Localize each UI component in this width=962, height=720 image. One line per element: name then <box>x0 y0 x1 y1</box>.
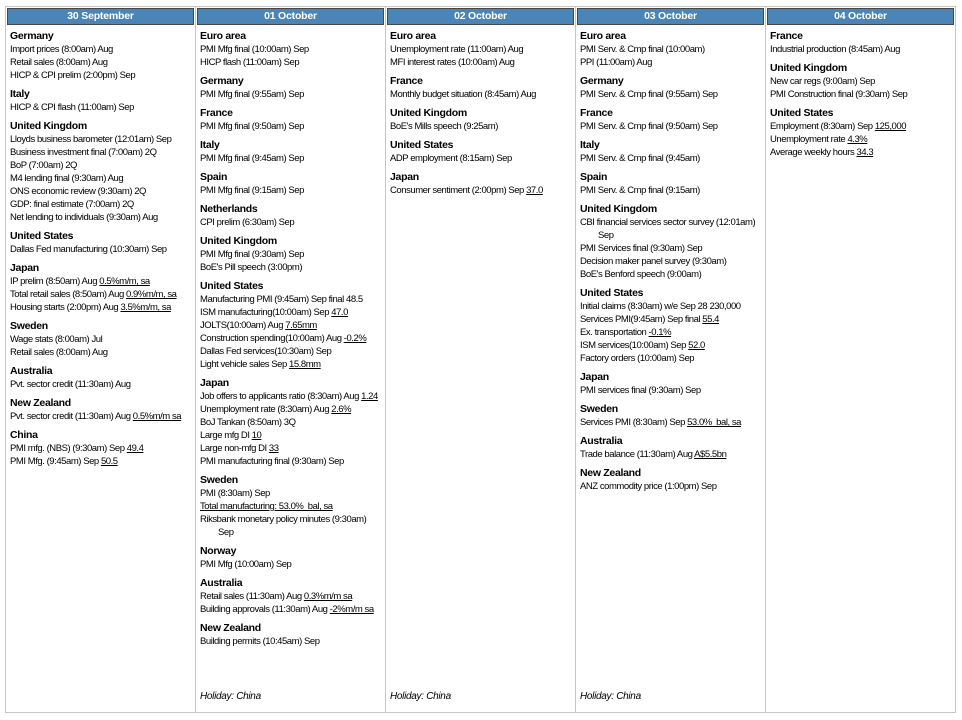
country-section <box>200 622 381 648</box>
event-text: PMI Serv. & Cmp final (9:50am) Sep <box>580 121 718 132</box>
event-item <box>10 410 191 423</box>
event-item <box>200 184 381 197</box>
event-item <box>770 88 951 101</box>
event-text: CBI financial services sector survey (12:01am) <box>580 217 756 228</box>
event-text: BoJ Tankan (8:50am) 3Q <box>200 417 296 428</box>
event-item <box>200 358 381 371</box>
event-item <box>200 513 381 539</box>
calendar-column <box>6 7 196 712</box>
event-text: Monthly budget situation (8:45am) Aug <box>390 89 537 100</box>
column-header-date: 04 October <box>767 8 954 25</box>
event-text: Trade balance (11:30am) Aug <box>580 449 695 460</box>
event-text: PMI Serv. & Cmp final (9:15am) <box>580 185 700 196</box>
event-text: HICP & CPI flash (11:00am) Sep <box>10 102 134 113</box>
event-item <box>10 185 191 198</box>
event-item <box>200 152 381 165</box>
column-body <box>386 25 575 712</box>
event-text: Pvt. sector credit (11:30am) Aug <box>10 379 131 390</box>
event-item <box>10 301 191 314</box>
holiday-note: Holiday: China <box>580 691 641 702</box>
country-section <box>10 429 191 468</box>
event-text: Initial claims (8:30am) w/e Sep 28 230,000 <box>580 301 741 312</box>
event-item <box>10 101 191 114</box>
event-text: PMI Mfg final (9:45am) Sep <box>200 153 304 164</box>
country-section <box>10 320 191 359</box>
event-value: 34.3 <box>856 147 874 158</box>
event-text: Large non-mfg DI <box>200 443 269 454</box>
country-heading: France <box>200 107 233 119</box>
country-heading: United Kingdom <box>390 107 467 119</box>
event-text: ANZ commodity price (1:00pm) Sep <box>580 481 717 492</box>
event-value: 50.5 <box>100 456 118 467</box>
event-item <box>10 43 191 56</box>
event-item <box>390 43 571 56</box>
country-heading: United States <box>390 139 454 151</box>
event-item <box>10 159 191 172</box>
event-text: Total retail sales (8:50am) Aug <box>10 289 127 300</box>
event-value: 3.5%m/m, sa <box>120 302 171 313</box>
country-section <box>10 30 191 82</box>
event-item <box>580 43 761 56</box>
event-item <box>580 216 761 242</box>
event-value: 2.6% <box>331 404 352 415</box>
country-heading: Germany <box>10 30 54 42</box>
event-item <box>200 487 381 500</box>
event-value: -0.2% <box>343 333 367 344</box>
column-body <box>196 25 385 712</box>
event-text: HICP flash (11:00am) Sep <box>200 57 300 68</box>
event-item <box>580 268 761 281</box>
country-heading: Japan <box>390 171 419 183</box>
event-item <box>10 378 191 391</box>
event-item <box>770 75 951 88</box>
event-text: PMI Mfg final (9:50am) Sep <box>200 121 304 132</box>
country-heading: Spain <box>580 171 608 183</box>
country-heading: France <box>390 75 423 87</box>
event-item <box>200 319 381 332</box>
event-text: Wage stats (8:00am) Jul <box>10 334 103 345</box>
event-value: 15.8mm <box>289 359 321 370</box>
event-item <box>580 56 761 69</box>
event-item <box>10 275 191 288</box>
holiday-note: Holiday: China <box>200 691 261 702</box>
event-text: Factory orders (10:00am) Sep <box>580 353 695 364</box>
event-text: New car regs (9:00am) Sep <box>770 76 875 87</box>
country-section <box>770 107 951 159</box>
country-section <box>390 30 571 69</box>
country-heading: France <box>580 107 613 119</box>
country-section <box>10 365 191 391</box>
event-value: 4.3% <box>847 134 868 145</box>
country-section <box>580 403 761 429</box>
event-value: 52.0 <box>688 340 705 351</box>
event-text: PMI Serv. & Cmp final (9:55am) Sep <box>580 89 718 100</box>
event-item <box>580 416 761 429</box>
event-text: PMI Mfg final (9:15am) Sep <box>200 185 304 196</box>
event-value: 0.5%m/m sa <box>132 411 182 422</box>
event-item <box>10 211 191 224</box>
event-item <box>10 455 191 468</box>
country-section <box>580 435 761 461</box>
event-text: Dallas Fed services(10:30am) Sep <box>200 346 332 357</box>
event-text: PMI Mfg final (10:00am) Sep <box>200 44 309 55</box>
event-item <box>580 184 761 197</box>
country-heading: Euro area <box>390 30 436 42</box>
event-value: Total manufacturing: 53.0% bal, sa <box>200 501 333 512</box>
event-text: Consumer sentiment (2:00pm) Sep <box>390 185 527 196</box>
event-text: HICP & CPI prelim (2:00pm) Sep <box>10 70 136 81</box>
country-heading: China <box>10 429 38 441</box>
event-item <box>580 120 761 133</box>
country-section <box>390 139 571 165</box>
event-item <box>580 480 761 493</box>
country-heading: Sweden <box>200 474 238 486</box>
event-item <box>200 56 381 69</box>
event-text: PMI Construction final (9:30am) Sep <box>770 89 908 100</box>
event-text: Light vehicle sales Sep <box>200 359 290 370</box>
event-value: -0.1% <box>648 327 672 338</box>
event-text: M4 lending final (9:30am) Aug <box>10 173 124 184</box>
event-item <box>390 184 571 197</box>
country-section <box>200 75 381 101</box>
event-item <box>580 313 761 326</box>
event-text: Employment (8:30am) Sep <box>770 121 875 132</box>
event-item <box>10 146 191 159</box>
country-heading: Japan <box>10 262 39 274</box>
column-body <box>576 25 765 712</box>
event-text: ADP employment (8:15am) Sep <box>390 153 512 164</box>
event-text: PMI Mfg (10:00am) Sep <box>200 559 292 570</box>
holiday-note: Holiday: China <box>390 691 451 702</box>
event-value: 47.0 <box>331 307 348 318</box>
event-text: Manufacturing PMI (9:45am) Sep final 48.5 <box>200 294 363 305</box>
country-heading: Italy <box>10 88 30 100</box>
event-text: MFI interest rates (10:00am) Aug <box>390 57 515 68</box>
event-text: PMI Serv. & Cmp final (10:00am) <box>580 44 705 55</box>
country-section <box>200 203 381 229</box>
country-section <box>200 171 381 197</box>
country-heading: Australia <box>200 577 243 589</box>
country-section <box>580 467 761 493</box>
country-section <box>580 107 761 133</box>
event-text: BoE's Pill speech (3:00pm) <box>200 262 303 273</box>
event-item <box>200 88 381 101</box>
event-item <box>200 455 381 468</box>
event-value: 53.0% bal, sa <box>687 417 741 428</box>
country-heading: United Kingdom <box>10 120 87 132</box>
event-item <box>10 346 191 359</box>
country-section <box>580 75 761 101</box>
event-item <box>580 384 761 397</box>
event-item <box>200 248 381 261</box>
country-heading: United Kingdom <box>770 62 847 74</box>
event-item <box>200 216 381 229</box>
country-heading: Sweden <box>10 320 48 332</box>
event-text: IP prelim (8:50am) Aug <box>10 276 100 287</box>
event-item <box>770 120 951 133</box>
column-body <box>6 25 195 712</box>
country-section <box>580 371 761 397</box>
country-heading: New Zealand <box>580 467 641 479</box>
country-heading: Australia <box>10 365 53 377</box>
country-heading: France <box>770 30 803 42</box>
event-item <box>10 133 191 146</box>
event-text: Retail sales (8:00am) Aug <box>10 57 108 68</box>
country-section <box>200 474 381 539</box>
calendar-column <box>196 7 386 712</box>
event-text: PMI Mfg final (9:55am) Sep <box>200 89 304 100</box>
country-section <box>200 235 381 274</box>
event-text: Riksbank monetary policy minutes (9:30am) <box>200 514 367 525</box>
country-heading: United States <box>770 107 834 119</box>
country-section <box>10 88 191 114</box>
event-text: Net lending to individuals (9:30am) Aug <box>10 212 158 223</box>
event-text: PPI (11:00am) Aug <box>580 57 652 68</box>
country-heading: New Zealand <box>10 397 71 409</box>
event-value: 0.5%m/m, sa <box>99 276 150 287</box>
country-section <box>200 107 381 133</box>
column-header-date: 03 October <box>577 8 764 25</box>
event-item <box>10 172 191 185</box>
event-text: Housing starts (2:00pm) Aug <box>10 302 121 313</box>
country-section <box>770 62 951 101</box>
event-text: PMI mfg. (NBS) (9:30am) Sep <box>10 443 127 454</box>
country-section <box>10 397 191 423</box>
event-value: 37.0 <box>526 185 543 196</box>
event-item <box>200 293 381 306</box>
event-text: BoP (7:00am) 2Q <box>10 160 78 171</box>
event-text: PMI services final (9:30am) Sep <box>580 385 701 396</box>
event-item <box>200 442 381 455</box>
event-text: Job offers to applicants ratio (8:30am) Aug <box>200 391 362 402</box>
event-text: Lloyds business barometer (12:01am) Sep <box>10 134 172 145</box>
event-item <box>390 88 571 101</box>
country-section <box>200 545 381 571</box>
event-text: Ex. transportation <box>580 327 649 338</box>
country-heading: United States <box>10 230 74 242</box>
event-text: ONS economic review (9:30am) 2Q <box>10 186 146 197</box>
event-value: 10 <box>251 430 262 441</box>
event-item <box>580 352 761 365</box>
event-item <box>200 261 381 274</box>
event-item <box>770 146 951 159</box>
event-text: PMI Serv. & Cmp final (9:45am) <box>580 153 700 164</box>
event-item <box>10 69 191 82</box>
event-text: JOLTS(10:00am) Aug <box>200 320 286 331</box>
country-section <box>390 75 571 101</box>
event-value: 7.65mm <box>285 320 317 331</box>
event-text: Services PMI (8:30am) Sep <box>580 417 688 428</box>
country-section <box>580 139 761 165</box>
event-text: Construction spending(10:00am) Aug <box>200 333 344 344</box>
event-item <box>580 242 761 255</box>
event-text: Pvt. sector credit (11:30am) Aug <box>10 411 133 422</box>
event-text: Dallas Fed manufacturing (10:30am) Sep <box>10 244 167 255</box>
event-value: A$5.5bn <box>694 449 727 460</box>
country-heading: New Zealand <box>200 622 261 634</box>
country-section <box>580 171 761 197</box>
country-section <box>200 30 381 69</box>
event-item <box>580 339 761 352</box>
event-item <box>200 429 381 442</box>
country-heading: Euro area <box>200 30 246 42</box>
country-section <box>580 203 761 281</box>
event-item <box>580 255 761 268</box>
event-item <box>580 448 761 461</box>
country-section <box>390 171 571 197</box>
event-value: 0.3%m/m sa <box>303 591 353 602</box>
country-heading: Australia <box>580 435 623 447</box>
event-value: -2%m/m sa <box>329 604 374 615</box>
event-item <box>200 603 381 616</box>
event-item <box>390 152 571 165</box>
country-section <box>10 262 191 314</box>
event-text: CPI prelim (6:30am) Sep <box>200 217 295 228</box>
country-section <box>580 30 761 69</box>
event-item <box>10 288 191 301</box>
event-text: Retail sales (8:00am) Aug <box>10 347 108 358</box>
event-value: 55.4 <box>702 314 719 325</box>
event-item <box>200 345 381 358</box>
event-item <box>200 390 381 403</box>
event-text: BoE's Benford speech (9:00am) <box>580 269 702 280</box>
country-heading: United States <box>200 280 264 292</box>
event-value: 0.9%m/m, sa <box>126 289 177 300</box>
country-section <box>200 577 381 616</box>
country-section <box>200 280 381 371</box>
country-heading: Netherlands <box>200 203 258 215</box>
event-value: 49.4 <box>126 443 144 454</box>
country-section <box>770 30 951 56</box>
event-text: GDP: final estimate (7:00am) 2Q <box>10 199 134 210</box>
event-value: 125,000 <box>874 121 907 132</box>
event-item <box>200 500 381 513</box>
event-item <box>770 133 951 146</box>
event-item <box>200 590 381 603</box>
country-heading: Germany <box>200 75 244 87</box>
event-continuation: Sep <box>218 527 234 538</box>
economic-calendar-table <box>5 6 956 713</box>
event-text: PMI Mfg. (9:45am) Sep <box>10 456 101 467</box>
event-item <box>200 558 381 571</box>
event-text: Unemployment rate <box>770 134 848 145</box>
country-section <box>200 139 381 165</box>
event-text: Retail sales (11:30am) Aug <box>200 591 304 602</box>
country-heading: Italy <box>200 139 220 151</box>
column-header-date: 01 October <box>197 8 384 25</box>
country-section <box>200 377 381 468</box>
event-item <box>580 300 761 313</box>
country-heading: Norway <box>200 545 237 557</box>
calendar-column <box>386 7 576 712</box>
event-item <box>580 326 761 339</box>
column-header-date: 02 October <box>387 8 574 25</box>
country-heading: United States <box>580 287 644 299</box>
event-item <box>10 442 191 455</box>
event-text: Services PMI(9:45am) Sep final <box>580 314 703 325</box>
country-heading: Spain <box>200 171 228 183</box>
event-item <box>10 333 191 346</box>
event-text: Unemployment rate (8:30am) Aug <box>200 404 332 415</box>
event-item <box>200 635 381 648</box>
country-section <box>580 287 761 365</box>
column-header-date: 30 September <box>7 8 194 25</box>
event-item <box>10 243 191 256</box>
event-text: Average weekly hours <box>770 147 857 158</box>
event-text: ISM manufacturing(10:00am) Sep <box>200 307 332 318</box>
calendar-column <box>766 7 955 712</box>
country-section <box>390 107 571 133</box>
column-body <box>766 25 955 712</box>
country-heading: Germany <box>580 75 624 87</box>
event-text: Large mfg DI <box>200 430 252 441</box>
event-item <box>580 152 761 165</box>
event-continuation: Sep <box>598 230 614 241</box>
event-text: PMI Mfg final (9:30am) Sep <box>200 249 304 260</box>
event-item <box>200 43 381 56</box>
country-heading: United Kingdom <box>200 235 277 247</box>
country-heading: United Kingdom <box>580 203 657 215</box>
event-text: Decision maker panel survey (9:30am) <box>580 256 727 267</box>
event-text: Business investment final (7:00am) 2Q <box>10 147 157 158</box>
event-text: BoE's Mills speech (9:25am) <box>390 121 498 132</box>
event-item <box>200 306 381 319</box>
country-heading: Japan <box>580 371 609 383</box>
event-text: Import prices (8:00am) Aug <box>10 44 113 55</box>
event-item <box>10 56 191 69</box>
event-item <box>200 403 381 416</box>
event-item <box>10 198 191 211</box>
country-heading: Italy <box>580 139 600 151</box>
country-heading: Japan <box>200 377 229 389</box>
country-heading: Sweden <box>580 403 618 415</box>
event-value: 33 <box>268 443 279 454</box>
event-text: Building approvals (11:30am) Aug <box>200 604 330 615</box>
event-text: ISM services(10:00am) Sep <box>580 340 689 351</box>
event-value: 1.24 <box>361 391 378 402</box>
country-section <box>10 230 191 256</box>
event-text: Unemployment rate (11:00am) Aug <box>390 44 524 55</box>
country-heading: Euro area <box>580 30 626 42</box>
event-text: PMI (8:30am) Sep <box>200 488 270 499</box>
event-item <box>200 416 381 429</box>
calendar-column <box>576 7 766 712</box>
event-item <box>770 43 951 56</box>
event-item <box>200 332 381 345</box>
event-item <box>390 56 571 69</box>
event-text: Industrial production (8:45am) Aug <box>770 44 900 55</box>
event-text: PMI manufacturing final (9:30am) Sep <box>200 456 344 467</box>
event-item <box>580 88 761 101</box>
event-text: PMI Services final (9:30am) Sep <box>580 243 703 254</box>
event-item <box>390 120 571 133</box>
country-section <box>10 120 191 224</box>
event-item <box>200 120 381 133</box>
event-text: Building permits (10:45am) Sep <box>200 636 320 647</box>
